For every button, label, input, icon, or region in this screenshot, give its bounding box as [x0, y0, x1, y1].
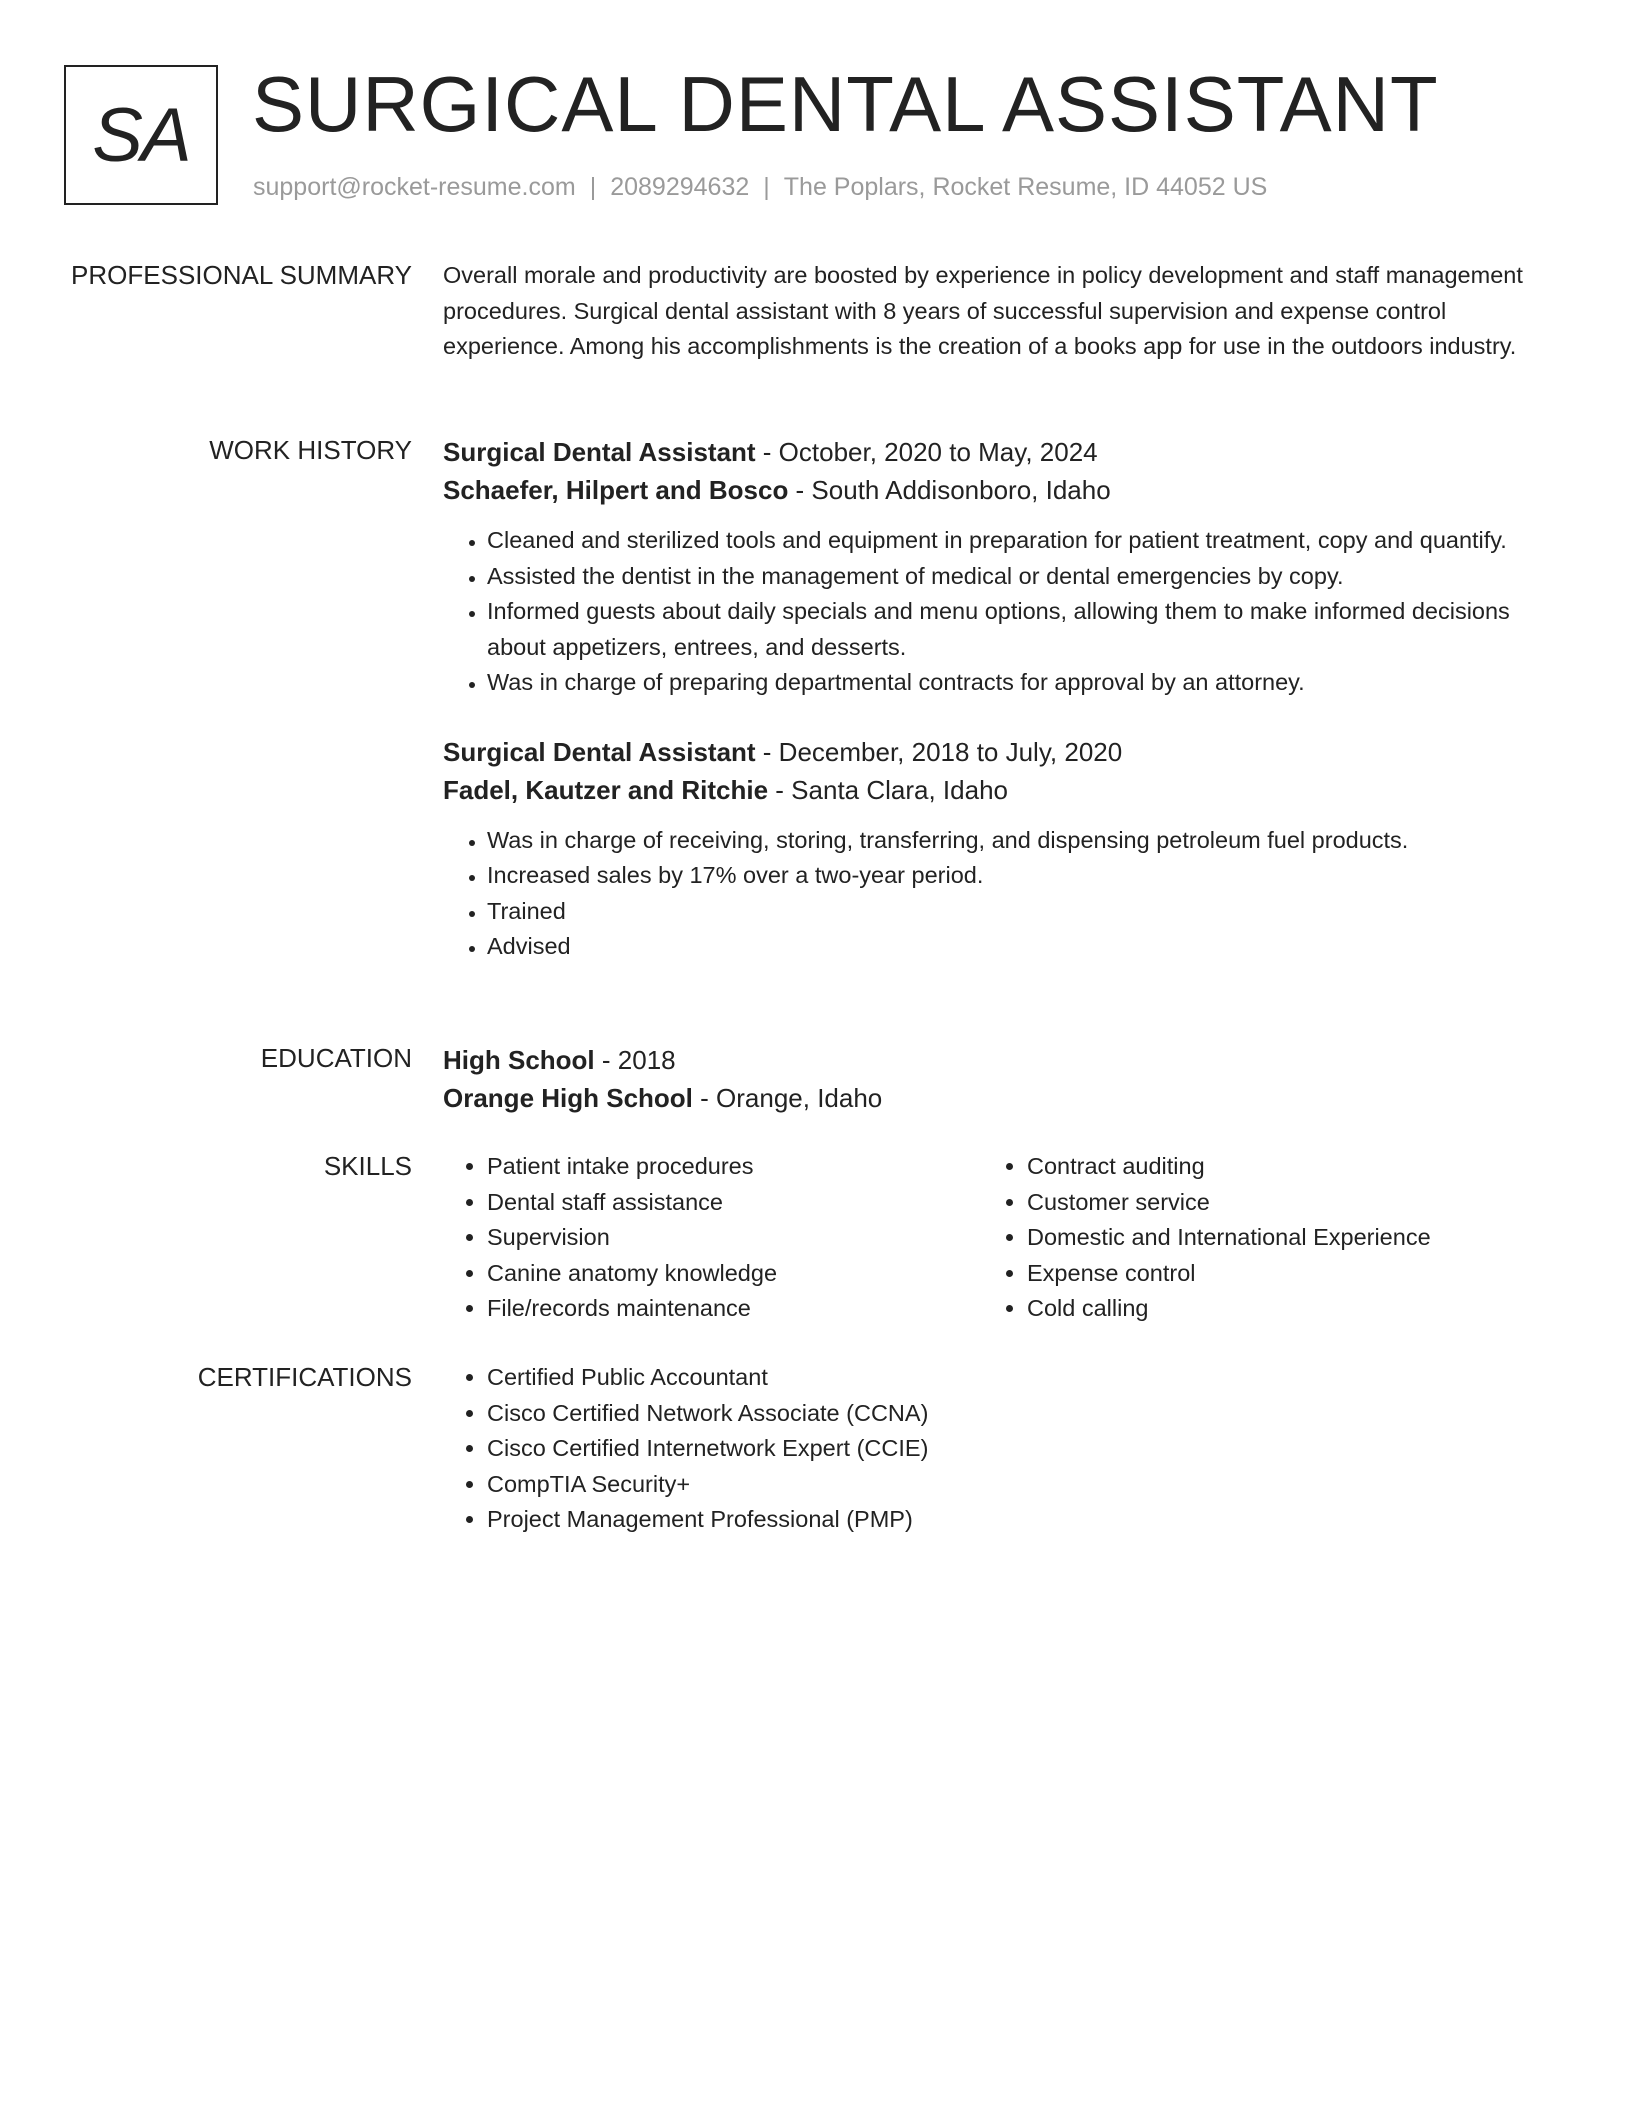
summary-text: Overall morale and productivity are boosted by experience in policy development and staff management procedures. Surgical dental assistant with 8 years of successful supervision and expense control experience. Among his accomplishments is the creation of a books app for use in the outdoors industry. — [443, 262, 1523, 359]
job-bullet: • Assisted the dentist in the management of medical or dental emergencies by copy. — [487, 559, 1523, 595]
job-bullet: • Cleaned and sterilized tools and equipment in preparation for patient treatment, copy and quantify. — [487, 523, 1523, 559]
job-bullet: • Trained — [487, 894, 1523, 930]
job-company: Schaefer, Hilpert and Bosco — [443, 475, 789, 505]
education-year: - 2018 — [594, 1045, 676, 1075]
skill-item: • Supervision — [487, 1220, 983, 1256]
contact-email: support@rocket-resume.com — [253, 173, 576, 201]
job-bullet: • Was in charge of receiving, storing, transferring, and dispensing petroleum fuel products. — [487, 823, 1523, 859]
certifications-list-wrap — [443, 1360, 1523, 1538]
contact-separator: | — [763, 173, 770, 201]
education-location: - Orange, Idaho — [692, 1083, 883, 1113]
contact-address: The Poplars, Rocket Resume, ID 44052 US — [783, 173, 1268, 201]
job-location: - South Addisonboro, Idaho — [788, 475, 1111, 505]
education-school: Orange High School — [443, 1083, 693, 1113]
skill-item: • Expense control — [1027, 1256, 1523, 1292]
job-dates: - December, 2018 to July, 2020 — [755, 736, 1123, 767]
job-location: - Santa Clara, Idaho — [768, 774, 1008, 805]
job-company-line — [443, 771, 1523, 809]
contact-separator: | — [589, 173, 597, 201]
job-entry — [443, 733, 1523, 965]
education-school-line — [443, 1079, 1523, 1117]
certification-item: • Project Management Professional (PMP) — [487, 1502, 1387, 1538]
certification-item: • Cisco Certified Internetwork Expert (CCIE) — [487, 1431, 1387, 1467]
skill-item: • Domestic and International Experience — [1027, 1220, 1523, 1256]
job-bullet: • Informed guests about daily specials and menu options, allowing them to make informed decisions about appetizers, entrees, and desserts. — [487, 594, 1523, 665]
certification-item: • Certified Public Accountant — [487, 1360, 1387, 1396]
certification-item: • Cisco Certified Network Associate (CCNA) — [487, 1396, 1387, 1432]
job-bullet: • Advised — [487, 929, 1523, 965]
job-entry — [443, 433, 1523, 701]
job-title-line — [443, 433, 1523, 471]
skills-list-right — [983, 1149, 1523, 1327]
education-degree: High School — [443, 1045, 595, 1075]
skill-item: • Patient intake procedures — [487, 1149, 983, 1185]
section-label-work-history: WORK HISTORY — [209, 435, 412, 465]
skill-item: • Canine anatomy knowledge — [487, 1256, 983, 1292]
job-list — [443, 433, 1523, 965]
skill-item: • File/records maintenance — [487, 1291, 983, 1327]
section-label-skills: SKILLS — [323, 1151, 412, 1181]
job-bullet: • Was in charge of preparing departmental contracts for approval by an attorney. — [487, 665, 1523, 701]
job-company-line — [443, 471, 1523, 509]
education-degree-line — [443, 1041, 1523, 1079]
job-title: Surgical Dental Assistant — [443, 437, 756, 467]
skills-list-left — [443, 1149, 983, 1327]
skill-item: • Cold calling — [1027, 1291, 1523, 1327]
job-title: Surgical Dental Assistant — [443, 736, 756, 767]
section-label-education: EDUCATION — [260, 1043, 412, 1073]
skills-columns — [443, 1149, 1523, 1327]
skill-item: • Contract auditing — [1027, 1149, 1523, 1185]
job-bullets — [443, 823, 1523, 965]
job-dates: - October, 2020 to May, 2024 — [755, 437, 1098, 467]
job-bullets — [443, 523, 1523, 701]
contact-line — [253, 173, 1267, 202]
section-label-certifications: CERTIFICATIONS — [197, 1362, 412, 1392]
certification-item: • CompTIA Security+ — [487, 1467, 1387, 1503]
skill-item: • Dental staff assistance — [487, 1185, 983, 1221]
certifications-list — [443, 1360, 1387, 1538]
job-bullet: • Increased sales by 17% over a two-year period. — [487, 858, 1523, 894]
resume-header — [64, 60, 1568, 210]
skill-item: • Customer service — [1027, 1185, 1523, 1221]
contact-phone: 2089294632 — [610, 173, 750, 201]
candidate-name: SURGICAL DENTAL ASSISTANT — [252, 60, 1439, 148]
education-entry — [443, 1041, 1523, 1117]
job-company: Fadel, Kautzer and Ritchie — [443, 774, 769, 805]
section-label-summary: PROFESSIONAL SUMMARY — [71, 260, 412, 290]
monogram-badge: SA — [64, 65, 218, 205]
job-title-line — [443, 733, 1523, 771]
